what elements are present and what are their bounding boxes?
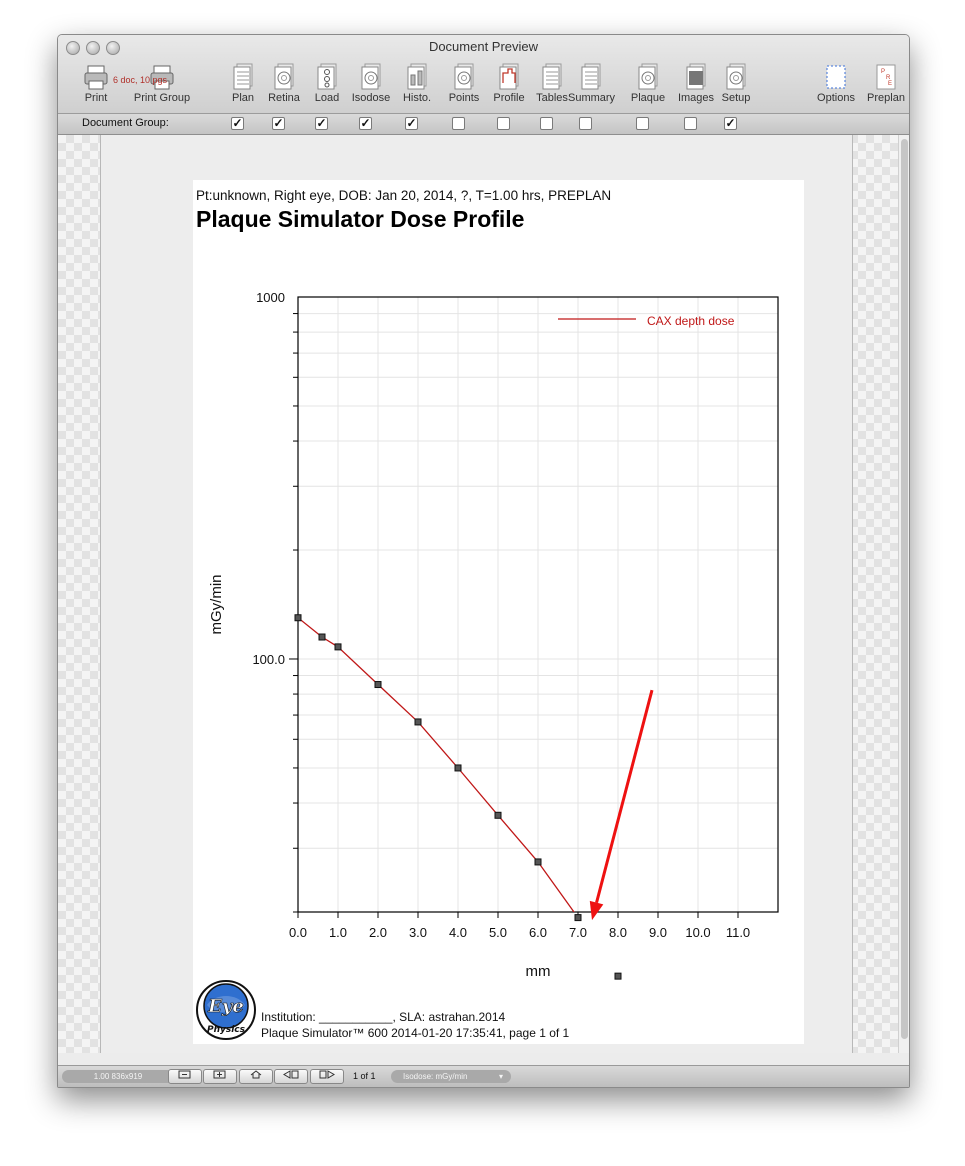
legend-label: CAX depth dose: [647, 314, 735, 328]
vertical-scrollbar[interactable]: [898, 135, 910, 1053]
document-group-label: Document Group:: [82, 117, 169, 129]
group-checkbox-profile[interactable]: [497, 117, 510, 130]
x-tick-label: 1.0: [328, 925, 348, 940]
x-tick-label: 8.0: [608, 925, 628, 940]
next-page-icon: [318, 1070, 336, 1079]
printer-icon: [83, 63, 109, 91]
next-page-button[interactable]: [310, 1069, 344, 1084]
y-tick-label: 100.0: [252, 651, 285, 667]
options-icon: [823, 63, 849, 91]
toolbar-points-button[interactable]: [441, 63, 487, 104]
annotation-arrow-head: [590, 901, 604, 920]
summary-document-icon: [578, 63, 604, 91]
x-tick-label: 9.0: [648, 925, 668, 940]
retina-document-icon: [271, 63, 297, 91]
status-bar: [58, 1065, 909, 1088]
x-tick-label: 2.0: [368, 925, 388, 940]
popup-arrow-icon: ▾: [498, 1072, 503, 1081]
page-count: 1 of 1: [353, 1071, 376, 1081]
program-line: Plaque Simulator™ 600 2014-01-20 17:35:41, page 1 of 1: [261, 1026, 570, 1040]
toolbar-label: Tables: [536, 92, 568, 104]
eye-physics-logo: [195, 979, 257, 1041]
group-checkbox-images[interactable]: [684, 117, 697, 130]
series-line: [298, 618, 648, 1000]
annotation-arrow-shaft: [597, 690, 652, 902]
svg-text:Physics: Physics: [206, 1025, 246, 1035]
setup-document-icon: [723, 63, 749, 91]
isodose-document-icon: [358, 63, 384, 91]
data-point: [615, 973, 621, 979]
x-tick-label: 4.0: [448, 925, 468, 940]
data-point: [575, 915, 581, 921]
group-checkbox-tables[interactable]: [540, 117, 553, 130]
zoom-in-button[interactable]: [203, 1069, 237, 1084]
document-title: Plaque Simulator Dose Profile: [196, 206, 525, 232]
data-point: [535, 859, 541, 865]
units-popup[interactable]: [391, 1070, 511, 1083]
toolbar-preplan-button[interactable]: [863, 63, 909, 104]
institution-line: Institution: ___________, SLA: astrahan.2014: [261, 1010, 506, 1024]
data-point: [295, 615, 301, 621]
data-point: [319, 634, 325, 640]
group-checkbox-points[interactable]: [452, 117, 465, 130]
toolbar-label: Print Group: [133, 92, 191, 104]
group-checkbox-summary[interactable]: [579, 117, 592, 130]
x-tick-label: 11.0: [725, 925, 751, 940]
document-group-bar: [58, 114, 909, 135]
group-checkbox-isodose[interactable]: ✓: [360, 116, 371, 130]
data-point: [335, 644, 341, 650]
toolbar-histo-button[interactable]: [394, 63, 440, 104]
y-tick-label: 1000: [256, 290, 285, 305]
images-document-icon: [683, 63, 709, 91]
profile-document-icon: [496, 63, 522, 91]
plan-document-icon: [230, 63, 256, 91]
zoom-out-icon: [177, 1070, 193, 1079]
x-tick-label: 6.0: [528, 925, 548, 940]
points-document-icon: [451, 63, 477, 91]
toolbar-plaque-button[interactable]: [625, 63, 671, 104]
data-point: [495, 812, 501, 818]
zoom-in-icon: [212, 1070, 228, 1079]
toolbar-plan-button[interactable]: [220, 63, 266, 104]
group-checkbox-plaque[interactable]: [636, 117, 649, 130]
group-checkbox-histo[interactable]: ✓: [406, 116, 417, 130]
group-checkbox-load[interactable]: ✓: [316, 116, 327, 130]
home-button[interactable]: [239, 1069, 273, 1084]
toolbar-label: Images: [677, 92, 715, 104]
y-axis-label: mGy/min: [208, 574, 225, 635]
plaque-document-icon: [635, 63, 661, 91]
group-checkbox-plan[interactable]: ✓: [232, 116, 243, 130]
toolbar-label: Setup: [721, 92, 751, 104]
svg-text:P: P: [881, 69, 886, 75]
zoom-readout: 1.00 836x919: [62, 1070, 174, 1083]
toolbar-label: Load: [314, 92, 340, 104]
data-point: [455, 765, 461, 771]
toolbar-label: Options: [817, 92, 855, 104]
svg-text:Eye: Eye: [208, 996, 244, 1017]
toolbar-label: Plan: [231, 92, 255, 104]
toolbar-label: Retina: [268, 92, 300, 104]
previous-page-icon: [282, 1070, 300, 1079]
toolbar-isodose-button[interactable]: [348, 63, 394, 104]
x-axis-label: mm: [525, 963, 551, 980]
data-point: [415, 719, 421, 725]
tables-document-icon: [539, 63, 565, 91]
x-tick-label: 0.0: [288, 925, 308, 940]
window-title: Document Preview: [428, 39, 539, 54]
toolbar-options-button[interactable]: [813, 63, 859, 104]
toolbar-label: Preplan: [867, 92, 905, 104]
x-tick-label: 10.0: [685, 925, 711, 940]
toolbar-label: Summary: [568, 92, 616, 104]
units-popup-label: Isodose: mGy/min: [403, 1072, 468, 1081]
toolbar-label: Print: [84, 92, 108, 104]
toolbar-label: Histo.: [402, 92, 432, 104]
previous-page-button[interactable]: [274, 1069, 308, 1084]
toolbar-profile-button[interactable]: [486, 63, 532, 104]
svg-text:E: E: [888, 81, 893, 87]
toolbar-label: Points: [448, 92, 480, 104]
zoom-out-button[interactable]: [168, 1069, 202, 1084]
preplan-icon: [873, 63, 899, 91]
group-checkbox-retina[interactable]: ✓: [273, 116, 284, 130]
dose-profile-chart: [193, 280, 793, 1000]
title-bar: [58, 35, 909, 114]
patient-line: Pt:unknown, Right eye, DOB: Jan 20, 2014, ?, T=1.00 hrs, PREPLAN: [196, 188, 612, 203]
home-icon: [250, 1070, 262, 1079]
scrollbar-thumb[interactable]: [901, 139, 908, 1039]
x-tick-label: 5.0: [488, 925, 508, 940]
group-checkbox-setup[interactable]: ✓: [725, 116, 736, 130]
print-group-badge: 6 doc, 10 pgs: [113, 75, 168, 85]
toolbar-load-button[interactable]: [304, 63, 350, 104]
toolbar-label: Isodose: [351, 92, 391, 104]
data-point: [375, 682, 381, 688]
toolbar-setup-button[interactable]: [713, 63, 759, 104]
load-document-icon: [314, 63, 340, 91]
histogram-document-icon: [404, 63, 430, 91]
toolbar-label: Plaque: [630, 92, 666, 104]
toolbar-label: Profile: [493, 92, 525, 104]
x-tick-label: 3.0: [408, 925, 428, 940]
toolbar-retina-button[interactable]: [261, 63, 307, 104]
toolbar-summary-button[interactable]: [568, 63, 614, 104]
svg-text:R: R: [886, 75, 891, 81]
x-tick-label: 7.0: [568, 925, 588, 940]
